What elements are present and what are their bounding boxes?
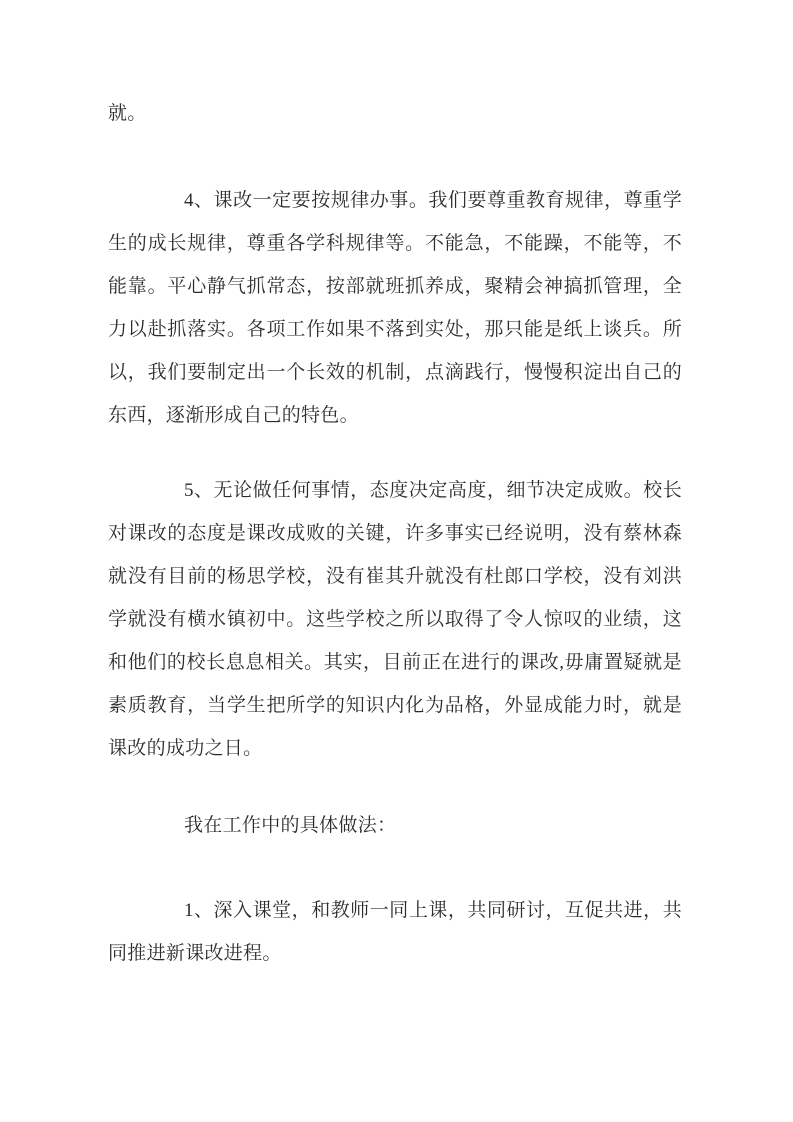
paragraph-point-4: 4、课改一定要按规律办事。我们要尊重教育规律，尊重学生的成长规律，尊重各学科规律等。不能急，不能躁，不能等，不能靠。平心静气抓常态，按部就班抓养成，聚精会神搞抓管理，全力以赴抓落实。各项工作如果不落到实处，那只能是纸上谈兵。所以，我们要制定出一个长效的机制，点滴践行，慢慢积淀出自己的东西，逐渐形成自己的特色。 [108, 190, 682, 426]
paragraph-section-heading: 我在工作中的具体做法： [184, 815, 397, 836]
paragraph-continuation: 就。 [108, 103, 147, 124]
paragraph-point-5: 5、无论做任何事情，态度决定高度，细节决定成败。校长对课改的态度是课改成败的关键，许多事实已经说明，没有蔡林森就没有目前的杨思学校，没有崔其升就没有杜郎口学校，没有刘洪学就没有横水镇初中。这些学校之所以取得了令人惊叹的业绩，这和他们的校长息息相关。其实，目前正在进行的课改,毋庸置疑就是素质教育，当学生把所学的知识内化为品格，外显成能力时，就是课改的成功之日。 [108, 480, 682, 759]
paragraph-method-1: 1、深入课堂，和教师一同上课，共同研讨，互促共进，共同推进新课改进程。 [108, 900, 682, 964]
